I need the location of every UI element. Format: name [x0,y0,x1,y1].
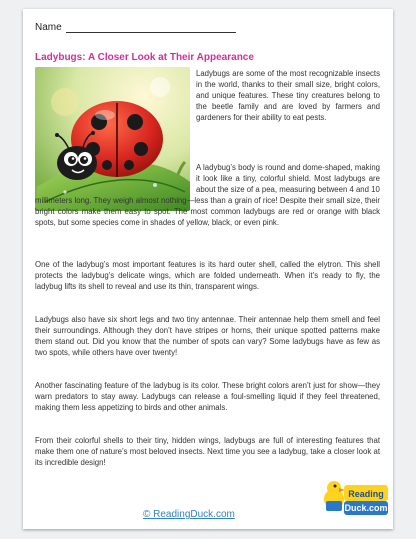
svg-text:Duck.com: Duck.com [344,503,388,513]
paragraph-2 [35,163,380,228]
name-write-line[interactable] [66,22,236,33]
worksheet-page [23,9,393,529]
svg-text:Reading: Reading [348,489,384,499]
paragraph-2-wrapped: A ladybug’s body is round and dome-shaped, making it look like a tiny, colorful shield. Most ladybugs are about the size of a pea, measuring between 4 and 10 [196,163,380,194]
reading-duck-logo [320,471,390,521]
paragraph-4: Ladybugs also have six short legs and two tiny antennae. Their antennae help them smell and feel their surroundings. Although they don’t have stripes or horns, their unique spotted patterns make them stand out. Did you know that the number of spots can vary? Some ladybugs have as few as two spots, while others have over twenty! [35,315,380,357]
paragraph-3: One of the ladybug’s most important features is its hard outer shell, called the elytron. This shell protects the ladybug’s delicate wings, which are folded underneath. When it’s ready to fly, the ladybug lifts its shell to reveal and use its thin, transparent wings. [35,260,380,291]
paragraph-1: Ladybugs are some of the most recognizable insects in the world, thanks to their small size, bright colors, and unique features. These tiny creatures belong to the beetle family and are loved by farmers and gardeners for their ability to eat pests. [196,69,380,122]
readingduck-link[interactable]: © ReadingDuck.com [143,509,235,520]
name-field-row [35,22,236,33]
paragraph-2-rest: millimeters long. They weigh almost nothing—less than a grain of rice! Despite their small size, their bright colors make them easy to spot. The most common ladybugs are red or orange with black spots, but some species come in shades of yellow, black, or even pink. [35,195,380,227]
name-label: Name [35,22,62,33]
worksheet-title: Ladybugs: A Closer Look at Their Appearance [35,52,254,63]
paragraph-6: From their colorful shells to their tiny, hidden wings, ladybugs are full of interesting features that make them one of nature’s most beloved insects. Next time you see a ladybug, take a closer look at its incredible design! [35,436,380,467]
paragraph-5: Another fascinating feature of the ladybug is its color. These bright colors aren’t just for show—they warn predators to stay away. Ladybugs can release a foul-smelling liquid if they feel threatened, making them less appetizing to birds and other animals. [35,381,380,412]
